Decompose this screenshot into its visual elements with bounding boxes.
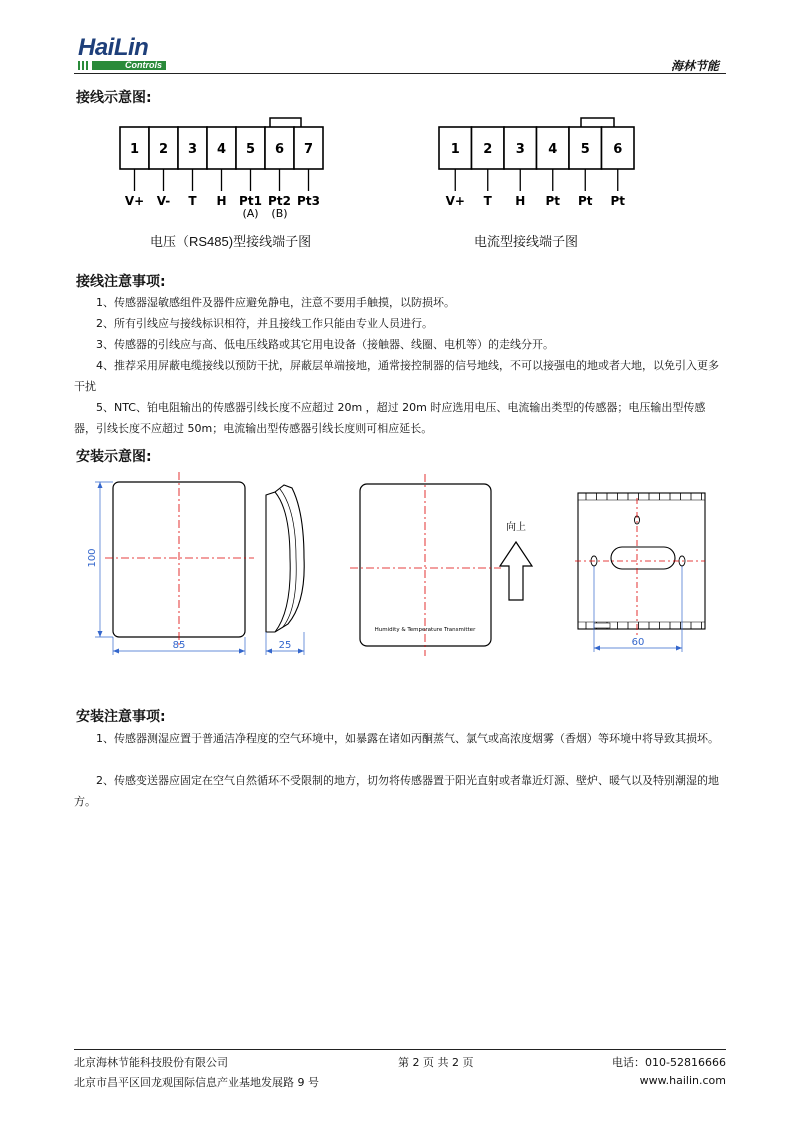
terminal-label: Pt3 [297, 194, 320, 208]
logo-subtext: Controls [92, 61, 166, 70]
terminal-label: Pt1 [239, 194, 262, 208]
terminal-number: 5 [245, 142, 256, 157]
logo-stripes [78, 61, 90, 70]
terminal-label: H [515, 194, 526, 208]
terminal-number: 2 [483, 142, 493, 157]
wiring-note-5: 5、NTC、铂电阻输出的传感器引线长度不应超过 20m ，超过 20m 时应选用电压、电流输出类型的传感器；电压输出型传感器，引线长度不应超过 50m；电流输出型传感器引线长度则可相应延长。 [74, 401, 706, 435]
terminal-number: 1 [129, 142, 140, 157]
terminal-label: T [483, 194, 492, 208]
terminal-label: V- [156, 194, 171, 208]
footer-company: 北京海林节能科技股份有限公司 [74, 1056, 228, 1069]
dim-depth: 25 [278, 640, 292, 651]
up-arrow [500, 520, 532, 600]
install-note-1: 1、传感器测湿应置于普通洁净程度的空气环境中，如暴露在诸如丙酮蒸气、氯气或高浓度烟雾（香烟）等环境中将导致其损坏。 [96, 732, 719, 745]
header-brand-text: 海林节能 [670, 59, 719, 73]
terminal-label: T [188, 194, 197, 208]
current-terminal-diagram [433, 112, 653, 227]
device-label: Humidity & Temperature Transmitter [374, 627, 476, 633]
footer-address: 北京市昌平区回龙观国际信息产业基地发展路 9 号 [74, 1076, 319, 1089]
terminal-number: 6 [613, 142, 623, 157]
terminal-number: 4 [548, 142, 558, 157]
terminal-sublabel: (A) [242, 207, 259, 220]
terminal-number: 5 [580, 142, 590, 157]
install-note-2: 2、传感变送器应固定在空气自然循环不受限制的地方，切勿将传感器置于阳光直射或者靠近灯源、壁炉、暖气以及特别潮湿的地方。 [74, 774, 719, 808]
front-view-labeled [350, 474, 501, 656]
footer-divider [74, 1049, 726, 1050]
wiring-note-1: 1、传感器湿敏感组件及器件应避免静电，注意不要用手触摸，以防损坏。 [96, 296, 455, 309]
wiring-heading: 接线示意图: [76, 90, 152, 106]
terminal-label: V+ [124, 194, 145, 208]
up-label: 向上 [506, 522, 526, 533]
terminal-number: 3 [187, 142, 198, 157]
terminal-label: Pt [577, 194, 593, 208]
terminal-number: 2 [158, 142, 169, 157]
logo-text: HaiLin [78, 34, 149, 61]
header-divider [74, 73, 726, 74]
voltage-terminal-diagram [110, 112, 340, 227]
terminal-label: Pt2 [268, 194, 291, 208]
terminal-number: 4 [216, 142, 227, 157]
wiring-note-4: 4、推荐采用屏蔽电缆接线以预防干扰，屏蔽层单端接地，通常接控制器的信号地线，不可以接强电的地或者大地，以免引入更多干扰 [74, 359, 719, 393]
wiring-note-2: 2、所有引线应与接线标识相符，并且接线工作只能由专业人员进行。 [96, 317, 433, 330]
footer-website: www.hailin.com [639, 1074, 726, 1087]
terminal-label: Pt [545, 194, 561, 208]
install-notes-heading: 安装注意事项: [76, 709, 166, 725]
dim-mount: 60 [631, 637, 645, 648]
terminal-sublabel: (B) [271, 207, 288, 220]
terminal-number: 1 [450, 142, 460, 157]
dim-width: 85 [172, 640, 186, 651]
back-view [575, 493, 705, 652]
company-logo [78, 36, 170, 72]
terminal-label: H [216, 194, 227, 208]
front-view [87, 472, 254, 655]
terminal-label: V+ [445, 194, 465, 208]
current-caption: 电流型接线端子图 [474, 234, 579, 249]
terminal-label: Pt [610, 194, 626, 208]
terminal-number: 3 [515, 142, 525, 157]
wiring-note-3: 3、传感器的引线应与高、低电压线路或其它用电设备（接触器、线圈、电机等）的走线分开。 [96, 338, 554, 351]
footer-page-number: 第 2 页 共 2 页 [398, 1056, 474, 1069]
terminal-number: 7 [303, 142, 314, 157]
wiring-notes-heading: 接线注意事项: [76, 274, 166, 290]
dim-height: 100 [87, 548, 98, 568]
install-drawing [80, 470, 730, 670]
voltage-caption: 电压（RS485)型接线端子图 [150, 234, 312, 249]
terminal-number: 6 [274, 142, 285, 157]
install-heading: 安装示意图: [76, 449, 152, 465]
footer-phone: 电话：010-52816666 [612, 1056, 726, 1069]
side-view [266, 485, 304, 655]
